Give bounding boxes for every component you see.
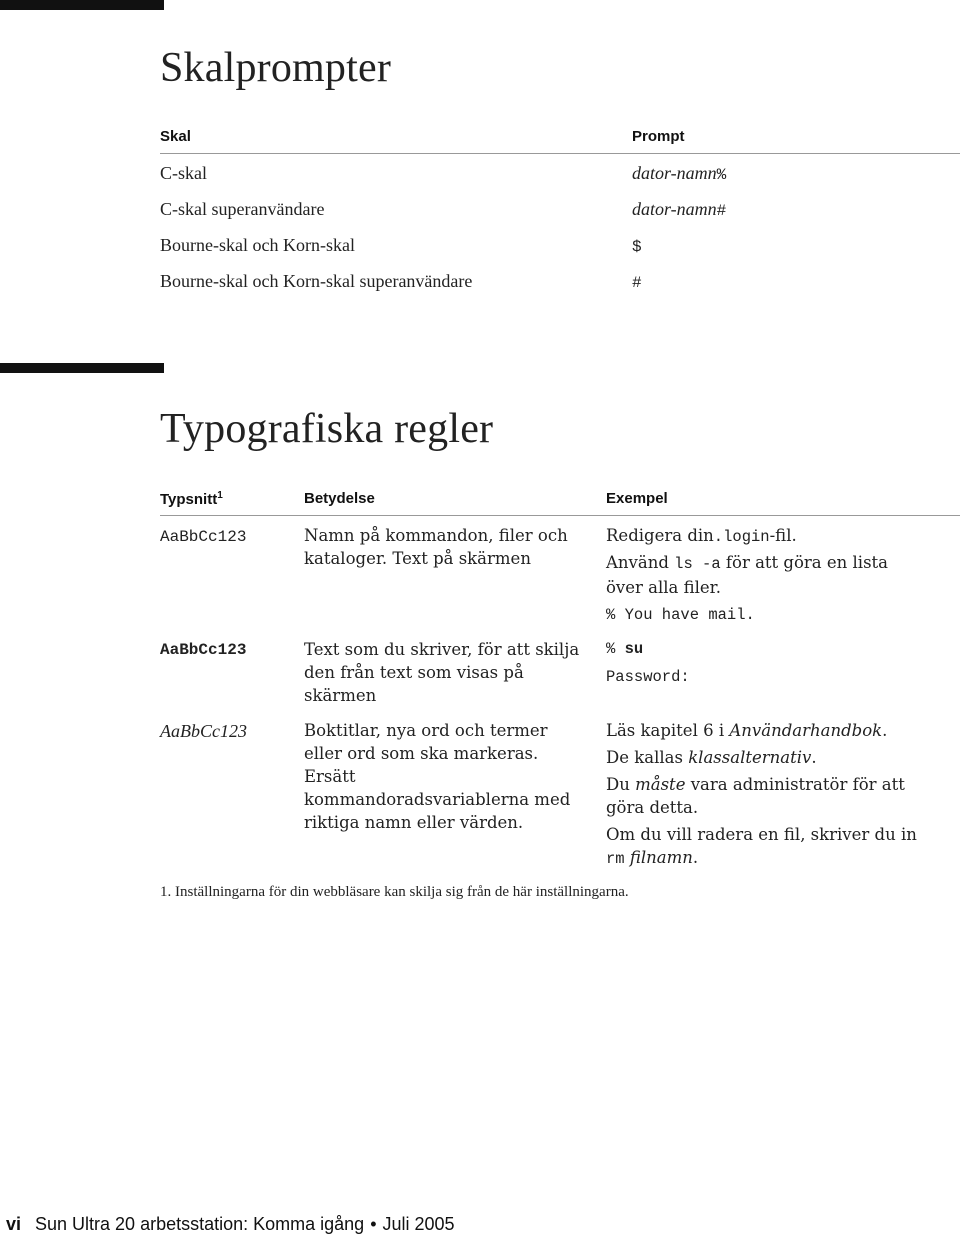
section-bar-top: [0, 0, 164, 10]
typo-header-rule: [160, 515, 960, 516]
bullet-separator: •: [370, 1214, 377, 1234]
col-header-prompt: Prompt: [632, 128, 685, 145]
col-header-meaning: Betydelse: [304, 490, 375, 507]
doc-title: Sun Ultra 20 arbetsstation: Komma igång: [35, 1214, 365, 1234]
page-number: vi: [6, 1214, 22, 1234]
shell-row-2-name: C-skal superanvändare: [160, 199, 325, 219]
meaning-row-2: Text som du skriver, för att skilja den från text som visas på skärmen: [304, 640, 580, 705]
font-sample-mono: AaBbCc123: [160, 528, 247, 546]
shell-row-3-prompt: $: [632, 238, 642, 256]
doc-date: Juli 2005: [382, 1214, 455, 1234]
col-header-shell: Skal: [160, 128, 191, 145]
shell-row-1-name: C-skal: [160, 163, 207, 183]
section-title-shell-prompts: Skalprompter: [160, 45, 392, 91]
section-bar-typo: [0, 363, 164, 373]
header-rule: [160, 153, 960, 154]
meaning-row-1: Namn på kommandon, filer och kataloger. Text på skärmen: [304, 526, 568, 568]
col-header-example: Exempel: [606, 490, 668, 507]
font-sample-mono-bold: AaBbCc123: [160, 641, 247, 659]
shell-row-3-name: Bourne-skal och Korn-skal: [160, 235, 355, 255]
shell-row-4-name: Bourne-skal och Korn-skal superanvändare: [160, 271, 473, 291]
example-row-1: Redigera din.login-fil. Använd ls -a för att göra en lista över alla filer. % You have mail.: [606, 526, 889, 624]
col-header-font: Typsnitt$^1$: [160, 490, 223, 508]
shell-row-2-prompt: dator-namn#: [632, 199, 727, 220]
shell-row-1-prompt: dator-namn%: [632, 163, 727, 184]
footnote: 1. Inställningarna för din webbläsare kan skilja sig från de här inställningarna.: [160, 884, 629, 900]
font-sample-italic: AaBbCc123: [160, 721, 247, 741]
page-footer: [6, 1214, 461, 1235]
section-title-typography: Typografiska regler: [160, 406, 494, 452]
meaning-row-3: Boktitlar, nya ord och termer eller ord som ska markeras. Ersätt kommandoradsvariablerna med riktiga namn eller värden.: [304, 721, 571, 832]
shell-row-4-prompt: #: [632, 274, 642, 292]
example-row-2: % su Password:: [606, 640, 690, 686]
example-row-3: Läs kapitel 6 i Användarhandbok. De kallas klassalternativ. Du måste vara administratör för att göra detta. Om du vill radera en fil, skriver du in rm filnamn.: [606, 721, 917, 868]
